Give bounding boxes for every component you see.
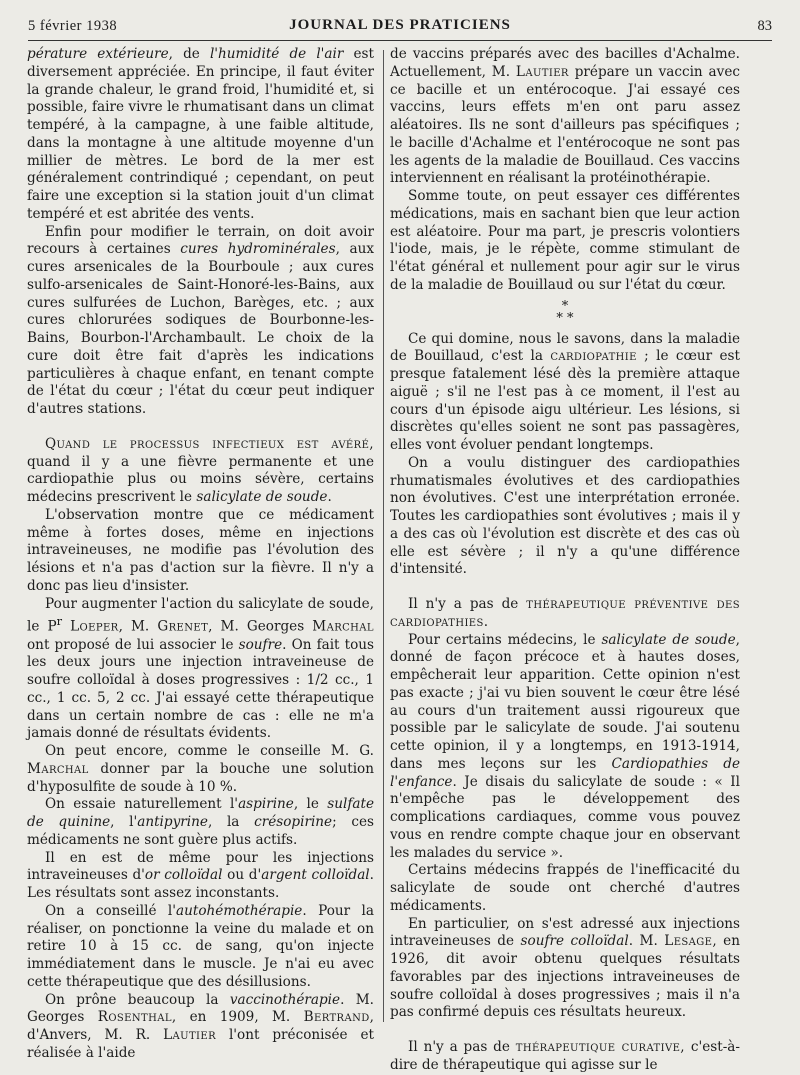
text: de vaccins préparés avec des bacilles d'Achalme. Actuellement, M. bbox=[390, 46, 740, 80]
author-name: Lesage bbox=[664, 933, 713, 950]
text: . Je disais du salicylate de soude : « Il n'empêche pas le développement des complications cardiaques, comme vous pouvez vous en rendre compte chaque jour en observant les malades du service ». bbox=[390, 773, 740, 861]
author-name: Grenet bbox=[157, 618, 209, 635]
paragraph bbox=[27, 992, 374, 1063]
emphasis: crésopirine bbox=[254, 814, 333, 831]
paragraph bbox=[27, 743, 374, 796]
superscript: r bbox=[56, 614, 63, 629]
text: , aux cures arsenicales de la Bourboule ; aux cures sulfo-arsenicales de Saint-Honoré-les-Bains, aux cures sulfurées de Luchon, Barèges, etc. ; aux cures chlorurées sodiques de Bourbonne-les-Bains, Bourbon-l'Archambault. Le choix de la cure doit être fait d'après les indications particulières à chaque enfant, en tenant compte de l'état du cœur ; l'état du cœur peut indiquer d'autres stations. bbox=[27, 241, 374, 417]
text: , l' bbox=[110, 814, 138, 831]
text: , la bbox=[207, 814, 255, 831]
paragraph bbox=[27, 596, 374, 744]
text: , M. Georges bbox=[208, 618, 313, 635]
text: . Les résultats sont assez inconstants. bbox=[27, 867, 374, 902]
paragraph bbox=[390, 596, 740, 632]
author-name: Loeper bbox=[70, 618, 119, 635]
text: Ce qui domine, nous le savons, dans la maladie de Bouillaud, c'est la bbox=[390, 330, 740, 365]
text: On a conseillé l' bbox=[45, 902, 177, 919]
text: ; le cœur est presque fatalement lésé dès la première attaque aiguë ; s'il ne l'est pas à ce moment, il l'est au cours d'un épisode aigu ultérieur. Les lésions, si discrètes qu'elles soient ne sont pas passagères, elles vont évoluer pendant longtemps. bbox=[390, 348, 740, 453]
emphasis: salicylate de soude bbox=[196, 489, 328, 505]
section-heading: thérapeutique préventive des cardiopathies. bbox=[390, 596, 740, 630]
paragraph: On a voulu distinguer des cardiopathies rhumatismales évolutives et des cardiopathies non évolutives. C'est une interprétation erronée. Toutes les cardiopathies sont évolutives ; mais il y a des cas où l'évolution est discrète et des cas où elle est sévère ; il n'y a qu'une différence d'intensité. bbox=[390, 454, 740, 578]
emphasis: antipyrine bbox=[137, 814, 208, 831]
page-number: 83 bbox=[757, 18, 772, 34]
emphasis: salicylate de soude bbox=[601, 631, 736, 648]
paragraph bbox=[27, 224, 374, 419]
keyword: cardiopathie bbox=[550, 348, 637, 365]
text: ou d' bbox=[222, 867, 262, 884]
emphasis: argent colloïdal bbox=[261, 867, 370, 884]
emphasis: Cardiopathies de l'enfance bbox=[390, 755, 740, 790]
emphasis: soufre colloïdal bbox=[520, 933, 629, 950]
journal-title: JOURNAL DES PRATICIENS bbox=[289, 17, 511, 33]
paragraph bbox=[27, 46, 374, 224]
text: ont proposé de lui associer le bbox=[27, 636, 239, 653]
text: est diversement appréciée. En principe, il faut éviter la grande chaleur, le grand froid, l'humidité et, si possible, faire vivre le rhumatisant dans un climat tempéré, à la campagne, à une faible altitude, dans la montagne à une altitude moyenne d'un millier de mètres. Le bord de la mer est généralement contrindiqué ; cependant, on peut faire une exception si la station jouit d'un climat tempéré et est abritée des vents. bbox=[27, 46, 374, 222]
paragraph bbox=[390, 916, 740, 1023]
text: Il n'y a pas de bbox=[408, 1039, 516, 1055]
emphasis: pérature extérieure bbox=[27, 46, 169, 62]
issue-date: 5 février 1938 bbox=[28, 18, 118, 34]
text: prépare un vaccin avec ce bacille et un entérocoque. J'ai essayé ces vaccins, leurs effets m'en ont paru assez aléatoires. Ils ne sont d'ailleurs pas spécifiques ; le bacille d'Achalme et l'entérocoque ne sont pas les agents de la maladie de Bouillaud. Ces vaccins interviennent en réalisant la protéinothérapie. bbox=[390, 63, 740, 187]
text bbox=[62, 619, 70, 635]
running-header bbox=[28, 14, 772, 40]
author-name: Bertrand bbox=[303, 1009, 370, 1026]
text: , de bbox=[168, 46, 210, 62]
emphasis: autohémothérapie bbox=[176, 902, 303, 919]
paragraph: Certains médecins frappés de l'inefficacité du salicylate de soude ont cherché d'autres médicaments. bbox=[390, 862, 740, 914]
text: ; ces médicaments ne sont guère plus actifs. bbox=[27, 814, 374, 848]
paragraph bbox=[27, 850, 374, 903]
emphasis: or colloïdal bbox=[144, 867, 223, 884]
text: quand il y a une fièvre permanente et une cardiopathie plus ou moins sévère, certains médecins prescrivent le bbox=[27, 453, 374, 505]
text: . M. bbox=[628, 933, 665, 950]
paragraph: Somme toute, on peut essayer ces différentes médications, mais en sachant bien que leur action est aléatoire. Pour ma part, je prescris volontiers l'iode, mais, je le répète, comme stimulant de l'état général et nullement pour agir sur le virus de la maladie de Bouillaud ou sur l'état du cœur. bbox=[390, 188, 740, 293]
emphasis: soufre bbox=[238, 636, 283, 653]
paragraph bbox=[390, 46, 740, 188]
text: Pour certains médecins, le bbox=[408, 631, 602, 648]
text: On peut encore, comme le conseille M. G. bbox=[45, 743, 374, 760]
emphasis: l'humidité de l'air bbox=[209, 46, 344, 62]
author-name: Marchal bbox=[312, 618, 374, 635]
asterisk-top: * bbox=[561, 298, 569, 314]
text: , en 1909, M. bbox=[171, 1009, 304, 1026]
text: . bbox=[327, 489, 332, 505]
paragraph bbox=[27, 903, 374, 992]
text: , le bbox=[293, 796, 328, 813]
text: Enfin pour modifier le terrain, on doit avoir recours à certaines bbox=[27, 223, 374, 258]
author-name: Lautier bbox=[163, 1027, 217, 1044]
text: , M. bbox=[118, 618, 158, 635]
text: , donné de façon précoce et à hautes doses, empêcherait leur apparition. Cette opinion n'est pas exacte ; j'ai vu bien souvent le cœur être lésé au cours d'un traitement aussi rigoureux que possible par le salicylate de soude. J'ai soutenu cette opinion, il y a longtemps, en 1913-1914, dans mes leçons sur les bbox=[390, 631, 740, 772]
asterisk-bottom: * * bbox=[556, 310, 574, 326]
left-column bbox=[27, 46, 375, 1061]
author-name: Rosenthal bbox=[97, 1009, 172, 1026]
section-heading: thérapeutique curative, bbox=[515, 1039, 686, 1055]
text: donner par la bouche une solution d'hyposulfite de soude à 10 %. bbox=[27, 760, 374, 795]
text: Il en est de même pour les injections intraveineuses d' bbox=[27, 849, 374, 884]
right-column bbox=[390, 46, 740, 1073]
text: Pour augmenter l'action du salicylate de soude, le P bbox=[27, 595, 374, 635]
section-lead: Quand le processus infectieux est avéré, bbox=[45, 435, 374, 452]
text: On essaie naturellement l' bbox=[45, 796, 239, 813]
text: Il n'y a pas de bbox=[408, 596, 527, 612]
text: , en 1926, dit avoir obtenu quelques résultats favorables par des injections intraveineuses de soufre colloïdal à doses progressives ; mais il n'a pas confirmé depuis ces résultats heureux. bbox=[390, 933, 740, 1021]
text: c'est-à-dire de thérapeutique qui agisse sur le bbox=[390, 1039, 740, 1073]
author-name: Lautier bbox=[515, 63, 569, 80]
text: . M. Georges bbox=[27, 991, 374, 1026]
text: . Pour la réaliser, on ponctionne la veine du malade et on retire 10 à 15 cc. de sang, qu'on injecte immédiatement dans le muscle. Je n'ai eu avec cette thérapeutique que des désillusions. bbox=[27, 902, 375, 990]
paragraph bbox=[390, 632, 740, 863]
paragraph bbox=[390, 331, 740, 455]
text: l'ont préconisée et réalisée à l'aide bbox=[27, 1027, 374, 1061]
header-rule bbox=[28, 40, 772, 41]
text: On prône beaucoup la bbox=[45, 991, 230, 1008]
emphasis: cures hydrominérales bbox=[180, 241, 336, 258]
section-separator-asterisks bbox=[390, 298, 740, 326]
paragraph bbox=[27, 436, 374, 507]
paragraph: L'observation montre que ce médicament même à fortes doses, même en injections intraveineuses, ne modifie pas l'évolution des lésions et n'a pas d'action sur la fièvre. Il n'y a donc pas lieu d'insister. bbox=[27, 506, 374, 594]
paragraph bbox=[27, 796, 374, 849]
text: En particulier, on s'est adressé aux injections intraveineuses de bbox=[390, 915, 740, 950]
author-name: Marchal bbox=[27, 760, 89, 777]
emphasis: aspirine bbox=[238, 796, 294, 813]
text: , d'Anvers, M. R. bbox=[27, 1009, 374, 1044]
column-divider bbox=[383, 50, 384, 1022]
emphasis: vaccinothérapie bbox=[229, 991, 341, 1008]
emphasis: sulfate de quinine bbox=[27, 796, 374, 831]
text: . On fait tous les deux jours une injection intraveineuse de soufre colloïdal à doses progressives : 1/2 cc., 1 cc., 1 cc. 5, 2 cc. J'ai essayé cette thérapeutique dans un certain nombre de cas : elle ne m'a jamais donné de résultats évidents. bbox=[27, 636, 374, 742]
paragraph bbox=[390, 1039, 740, 1075]
